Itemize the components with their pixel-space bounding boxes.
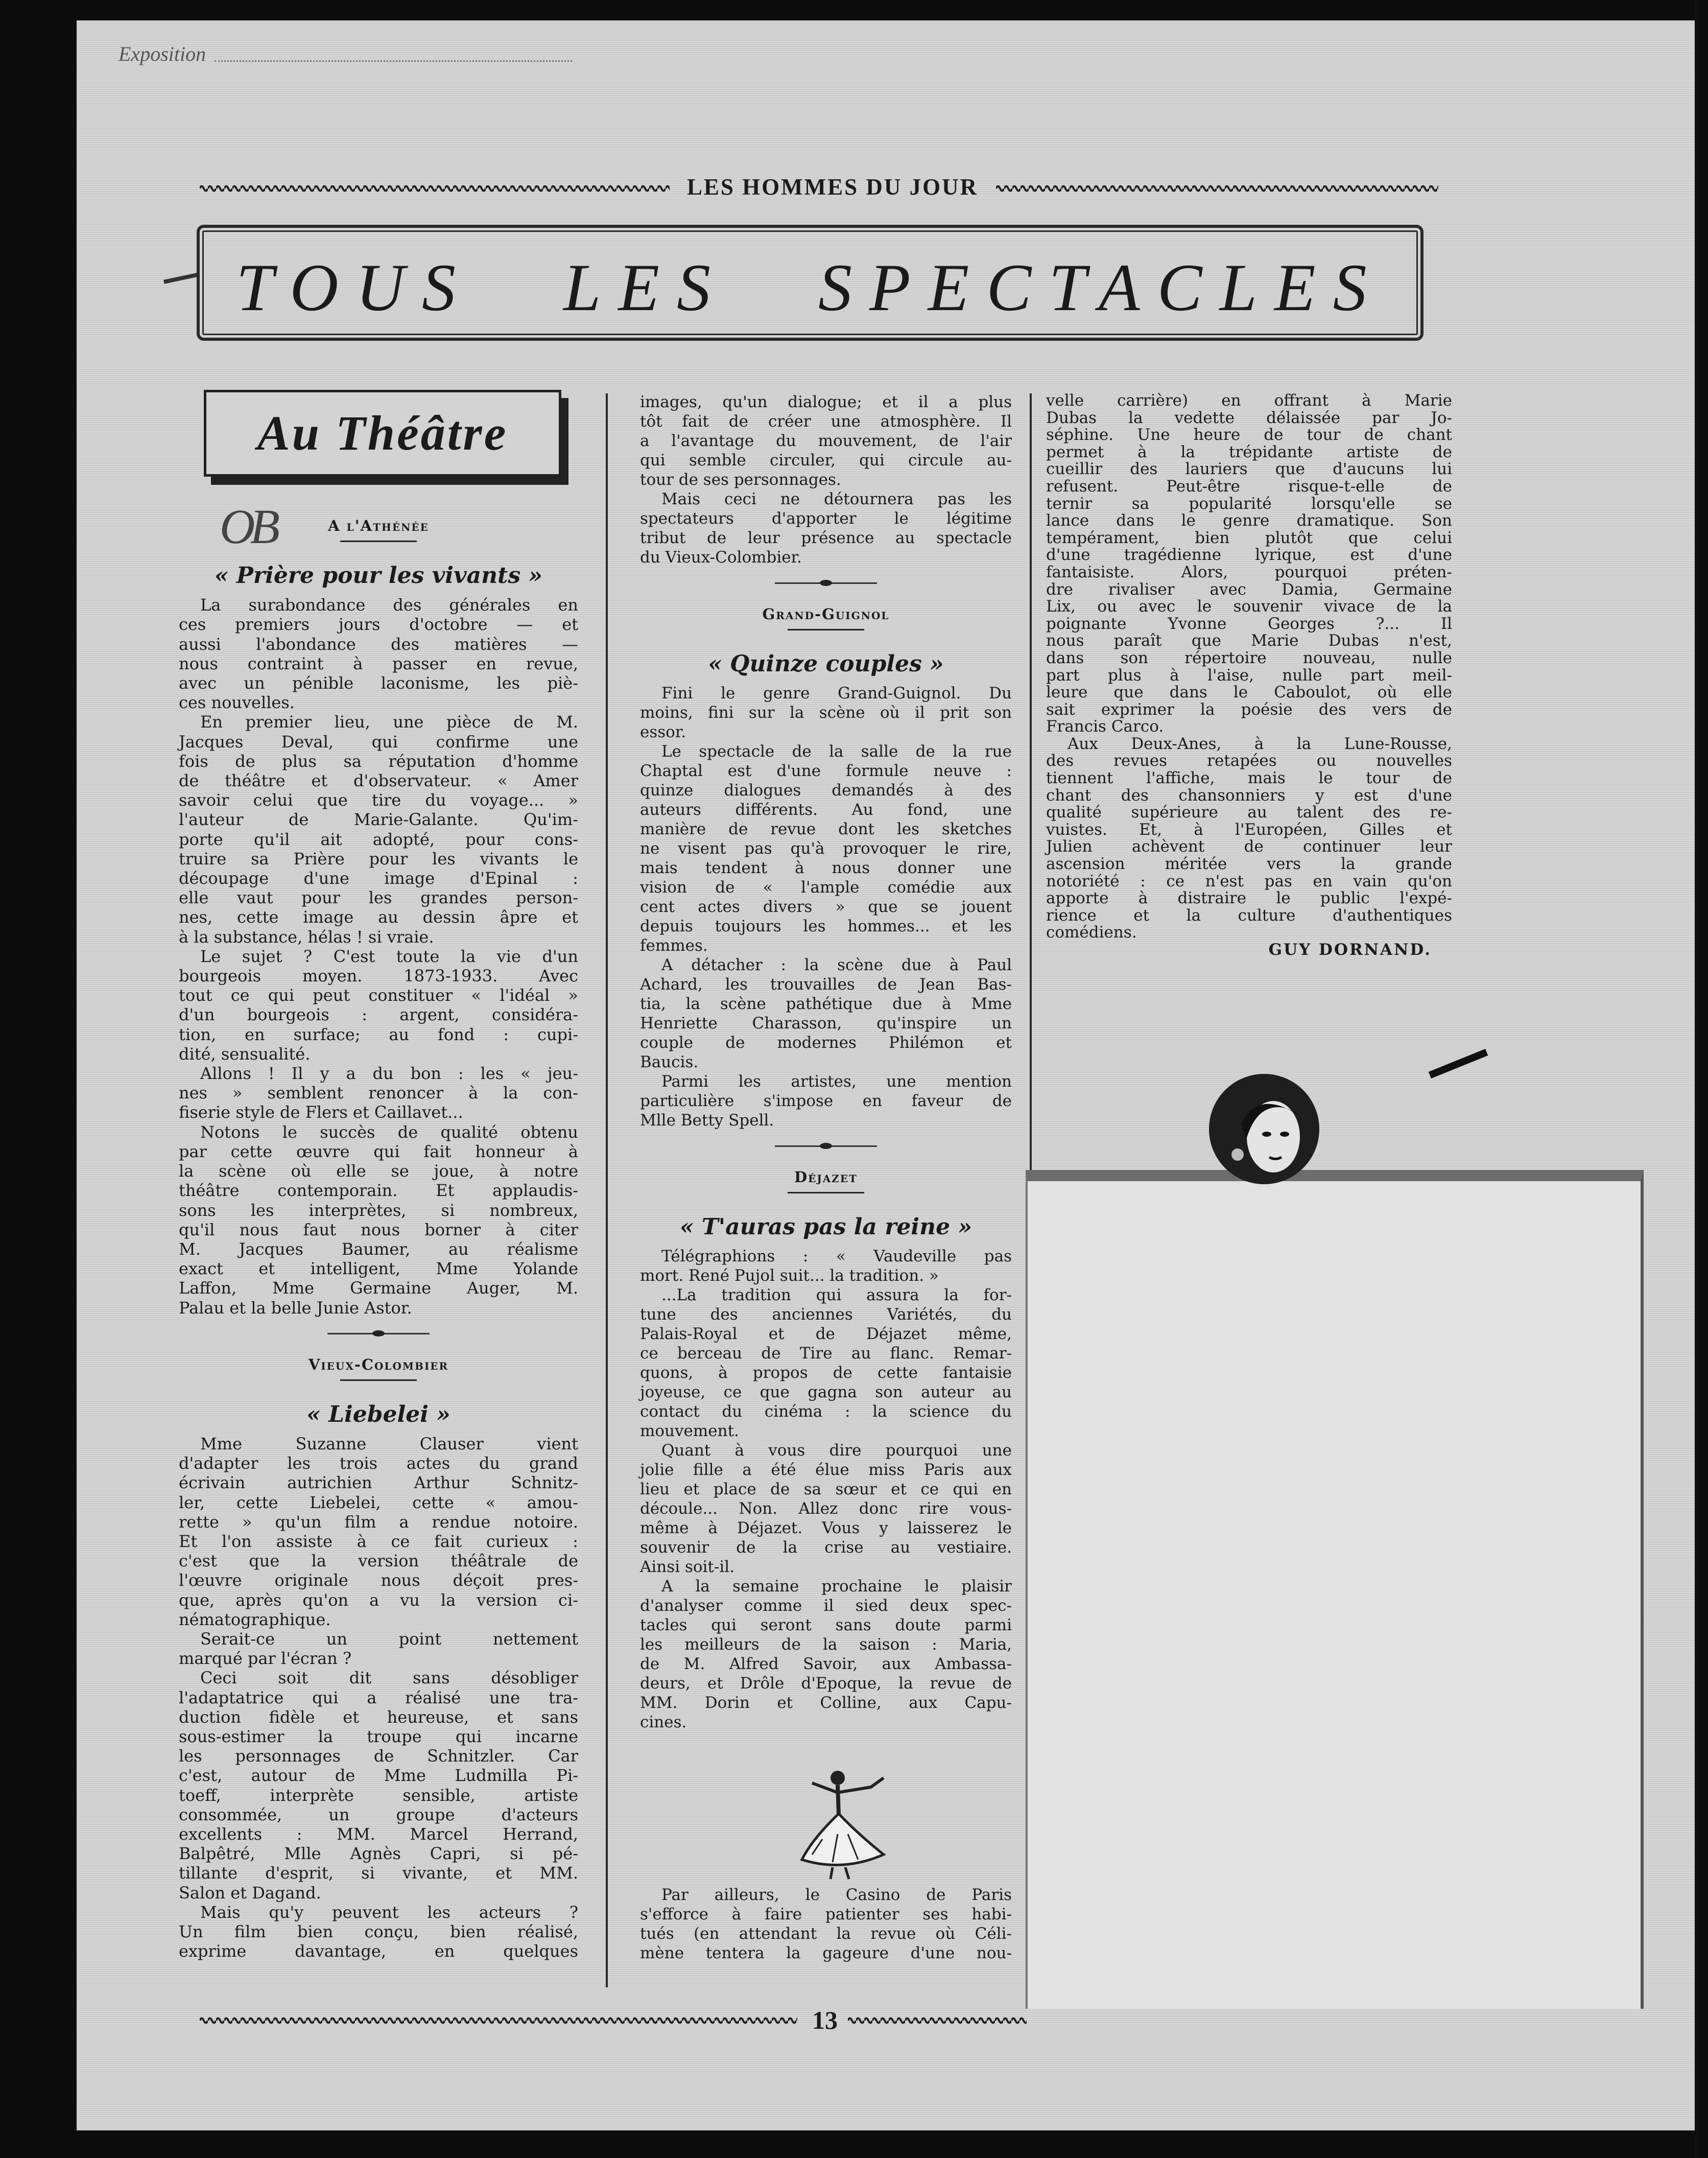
section-title-box (197, 225, 1424, 341)
paragraph (640, 1441, 1012, 1577)
paragraph (640, 489, 1012, 567)
text-line: sons les interprètes, si nombreux, (179, 1200, 578, 1220)
text-line: Baucis. (640, 1053, 699, 1071)
text-line: consommée, un groupe d'acteurs (179, 1804, 578, 1824)
text-line: théâtre contemporain. Et applaudis- (179, 1181, 578, 1201)
text-line: découpage d'une image d'Epinal : (179, 869, 578, 888)
text-line: Le spectacle de la salle de la rue (661, 742, 1012, 761)
paragraph (179, 1122, 578, 1318)
text-line: mort. René Pujol suit... la tradition. » (640, 1266, 939, 1285)
heading-rule (340, 1379, 417, 1381)
pasted-blank-panel (1026, 1170, 1644, 2009)
text-line: truire sa Prière pour les vivants le (179, 849, 578, 869)
text-line: vision de « l'ample comédie aux (640, 878, 1012, 897)
text-line: joyeuse, ce que gagna son auteur au (640, 1383, 1012, 1401)
text-line: tune des anciennes Variétés, du (640, 1305, 1012, 1324)
ornament-divider (775, 1145, 877, 1147)
text-line: ascension méritée vers la grande (1046, 855, 1452, 874)
text-line: tout ce qui peut constituer « l'idéal » (179, 986, 578, 1005)
text-line: couple de modernes Philémon et (640, 1034, 1012, 1052)
column-rule (1030, 393, 1032, 1175)
column-rule (606, 393, 608, 1987)
text-line: spectateurs d'apporter le légitime (640, 509, 1012, 528)
text-line: Allons ! Il y a du bon : les « jeu- (200, 1064, 578, 1084)
text-line: dans son répertoire nouveau, nulle (1046, 648, 1452, 667)
text-line: ler, cette Liebelei, cette « amou- (179, 1492, 578, 1512)
paragraph (179, 947, 578, 1064)
rubric-box (204, 390, 561, 477)
portrait-illustration-icon (1193, 1068, 1336, 1185)
text-line: d'adapter les trois actes du grand (179, 1453, 578, 1473)
text-line: lieu et place de sa sœur et ce qui en (640, 1480, 1012, 1498)
text-line: bourgeois moyen. 1873-1933. Avec (179, 966, 578, 986)
paragraph (640, 1577, 1012, 1732)
heading-rule (340, 541, 417, 542)
text-line: tempérament, bien plutôt que celui (1046, 528, 1452, 547)
paragraph (179, 1629, 578, 1668)
paragraph (640, 392, 1012, 489)
text-line: rience et la culture d'authentiques (1046, 906, 1452, 925)
text-line: Dubas la vedette délaissée par Jo- (1046, 408, 1452, 427)
text-line: jolie fille a été élue miss Paris aux (640, 1461, 1012, 1479)
text-line: nes, cette image au dessin âpre et (179, 907, 578, 927)
text-line: cent actes divers » que se jouent (640, 898, 1012, 916)
text-line: auteurs différents. Au fond, une (640, 801, 1012, 819)
text-line: avec un pénible laconisme, les piè- (179, 673, 578, 693)
text-line: Henriette Charasson, qu'inspire un (640, 1014, 1012, 1033)
text-line: comédiens. (1046, 923, 1137, 942)
rubric-title: Au Théâtre (257, 406, 508, 460)
heading-rule (788, 1192, 864, 1193)
text-line: Mais qu'y peuvent les acteurs ? (200, 1902, 578, 1922)
text-line: Fini le genre Grand-Guignol. Du (661, 684, 1012, 702)
play-title: « T'auras pas la reine » (680, 1214, 972, 1240)
text-line: Le sujet ? C'est toute la vie d'un (200, 946, 578, 966)
text-line: Laffon, Mme Germaine Auger, M. (179, 1278, 578, 1298)
ornament-divider (327, 1333, 430, 1334)
text-line: chant des chansonniers y est d'une (1046, 786, 1452, 805)
text-line: tôt fait de créer une atmosphère. Il (640, 412, 1012, 431)
paragraph (179, 595, 578, 712)
text-line: leure que dans le Caboulot, où elle (1046, 683, 1452, 702)
text-line: séphine. Une heure de tour de chant (1046, 426, 1452, 444)
text-line: s'efforce à faire patienter ses habi- (640, 1905, 1012, 1924)
text-line: Ainsi soit-il. (640, 1558, 735, 1576)
text-line: La surabondance des générales en (200, 595, 578, 615)
text-line: elle vaut pour les grandes person- (179, 888, 578, 908)
text-line: les meilleurs de la saison : Maria, (640, 1635, 1012, 1654)
text-line: MM. Dorin et Colline, aux Capu- (640, 1694, 1012, 1712)
text-line: manière de revue dont les sketches (640, 820, 1012, 838)
text-line: tillante d'esprit, si vivante, et MM. (179, 1863, 578, 1883)
text-line: cueillir des lauriers que d'aucuns lui (1046, 460, 1452, 479)
text-line: excellents : MM. Marcel Herrand, (179, 1824, 578, 1844)
text-line: ce berceau de Tire au flanc. Remar- (640, 1344, 1012, 1363)
play-title: « Prière pour les vivants » (215, 562, 542, 589)
author-signature: GUY DORNAND. (1268, 941, 1432, 959)
text-line: dre rivaliser avec Damia, Germaine (1046, 580, 1452, 599)
text-line: Mlle Betty Spell. (640, 1111, 774, 1130)
text-line: aussi l'abondance des matières — (179, 634, 578, 654)
text-line: fantaisiste. Alors, pourquoi préten- (1046, 562, 1452, 581)
text-line: mais tendent à nous donner une (640, 859, 1012, 877)
paragraph (640, 1885, 1012, 1963)
text-line: Par ailleurs, le Casino de Paris (661, 1886, 1012, 1904)
dancer-illustration-icon (781, 1763, 904, 1880)
text-line: d'un bourgeois : argent, considéra- (179, 1005, 578, 1025)
text-line: ne visent pas qu'à provoquer le rire, (640, 839, 1012, 858)
text-line: Quant à vous dire pourquoi une (661, 1441, 1012, 1460)
text-line: cines. (640, 1713, 687, 1731)
text-line: qui semble circuler, qui circule au- (640, 451, 1012, 470)
text-line: a l'avantage du mouvement, de l'air (640, 432, 1012, 450)
text-line: vuistes. Et, à l'Européen, Gilles et (1046, 820, 1452, 839)
text-line: tacles qui seront sans doute parmi (640, 1616, 1012, 1634)
text-line: Lix, ou avec le souvenir vivace de la (1046, 597, 1452, 616)
section-venue-heading: Grand-Guignol (762, 605, 890, 623)
text-line: A la semaine prochaine le plaisir (661, 1577, 1012, 1596)
text-line: du Vieux-Colombier. (640, 548, 802, 567)
section-title: TOUS LES SPECTACLES (236, 250, 1384, 325)
text-line: la scène où elle se joue, à notre (179, 1161, 578, 1181)
text-line: part plus à l'aise, nulle part meil- (1046, 666, 1452, 685)
text-line: M. Jacques Baumer, au réalisme (179, 1239, 578, 1259)
archive-stamp-label: Exposition (118, 42, 206, 65)
text-line: refusent. Peut-être risque-t-elle de (1046, 477, 1452, 496)
text-line: Serait-ce un point nettement (200, 1629, 578, 1649)
paragraph (179, 1064, 578, 1122)
text-line: poignante Yvonne Georges ?... Il (1046, 614, 1452, 633)
paragraph (640, 955, 1012, 1072)
text-line: ...La tradition qui assura la for- (661, 1286, 1012, 1304)
text-line: Mais ceci ne détournera pas les (661, 490, 1012, 508)
text-line: moins, fini sur la scène où il prit son (640, 703, 1012, 722)
text-line: fois de plus sa réputation d'homme (179, 751, 578, 771)
footer-rule-left (200, 2015, 797, 2026)
text-line: Un film bien conçu, bien réalisé, (179, 1922, 578, 1941)
text-line: Palais-Royal et de Déjazet même, (640, 1325, 1012, 1343)
footer-rule-right (848, 2015, 1027, 2026)
text-line: velle carrière) en offrant à Marie (1046, 391, 1452, 410)
masthead: LES HOMMES DU JOUR (686, 174, 979, 200)
text-line: Mme Suzanne Clauser vient (200, 1434, 578, 1453)
text-line: c'est, autour de Mme Ludmilla Pi- (179, 1766, 578, 1786)
text-line: l'œuvre originale nous déçoit pres- (179, 1570, 578, 1590)
text-line: images, qu'un dialogue; et il a plus (640, 393, 1012, 411)
paragraph (640, 742, 1012, 955)
text-line: permet à la trépidante artiste de (1046, 442, 1452, 461)
text-line: d'une tragédienne lyrique, est d'une (1046, 546, 1452, 565)
text-line: tia, la scène pathétique due à Mme (640, 995, 1012, 1013)
text-line: rette » qu'un film a rendue notoire. (179, 1512, 578, 1532)
text-line: Balpêtré, Mlle Agnès Capri, si pé- (179, 1844, 578, 1864)
text-line: dité, sensualité. (179, 1044, 311, 1064)
article-column-2 (640, 392, 1012, 1963)
handwritten-mark: OB (220, 499, 275, 554)
play-title: « Liebelei » (306, 1401, 450, 1427)
text-line: sous-estimer la troupe qui incarne (179, 1726, 578, 1746)
paragraph (1046, 392, 1452, 736)
text-line: par cette œuvre qui fait honneur à (179, 1141, 578, 1161)
ornament-divider (775, 582, 877, 584)
text-line: même à Déjazet. Vous y laisserez le (640, 1519, 1012, 1537)
text-line: découle... Non. Allez donc rire vous- (640, 1499, 1012, 1518)
scan-edge (1695, 0, 1698, 2158)
text-line: tiennent l'affiche, mais le tour de (1046, 769, 1452, 788)
text-line: nématographique. (179, 1609, 331, 1629)
text-line: c'est que la version théâtrale de (179, 1551, 578, 1571)
paragraph (1046, 736, 1452, 942)
heading-rule (788, 629, 864, 630)
text-line: particulière s'impose en faveur de (640, 1092, 1012, 1110)
text-line: tour de ses personnages. (640, 471, 841, 489)
text-line: nes » semblent renoncer à la con- (179, 1083, 578, 1103)
text-line: ces nouvelles. (179, 693, 295, 713)
page-number: 13 (812, 2006, 838, 2034)
text-line: l'adaptatrice qui a réalisé une tra- (179, 1687, 578, 1707)
text-line: que, après qu'on a vu la version ci- (179, 1590, 578, 1610)
text-line: deurs, et Drôle d'Epoque, la revue de (640, 1674, 1012, 1693)
text-line: sait exprimer la poésie des vers de (1046, 700, 1452, 719)
text-line: ternir sa popularité lorsqu'elle se (1046, 494, 1452, 513)
text-line: nous contraint à passer en revue, (179, 653, 578, 673)
text-line: qualité supérieure au talent des re- (1046, 803, 1452, 822)
text-line: Notons le succès de qualité obtenu (200, 1122, 578, 1142)
text-line: Palau et la belle Junie Astor. (179, 1298, 412, 1318)
text-line: tués (en attendant la revue où Céli- (640, 1925, 1012, 1943)
article-column-3 (1046, 392, 1452, 959)
text-line: Julien achèvent de continuer leur (1046, 837, 1452, 856)
paragraph (179, 1668, 578, 1902)
text-line: quinze dialogues demandés à des (640, 781, 1012, 800)
text-line: quons, à propos de cette fantaisie (640, 1364, 1012, 1382)
text-line: ces premiers jours d'octobre — et (179, 615, 578, 635)
text-line: les personnages de Schnitzler. Car (179, 1746, 578, 1766)
text-line: Chaptal est d'une formule neuve : (640, 762, 1012, 780)
masthead-rule-left (200, 183, 670, 194)
text-line: lance dans le genre dramatique. Son (1046, 511, 1452, 530)
text-line: Jacques Deval, qui confirme une (179, 732, 578, 752)
text-line: nous paraît que Marie Dubas n'est, (1046, 631, 1452, 650)
text-line: écrivain autrichien Arthur Schnitz- (179, 1473, 578, 1493)
text-line: En premier lieu, une pièce de M. (200, 712, 578, 732)
text-line: qu'il nous faut nous borner à citer (179, 1219, 578, 1239)
text-line: duction fidèle et heureuse, et sans (179, 1707, 578, 1727)
text-line: femmes. (640, 936, 708, 955)
section-venue-heading: Vieux-Colombier (308, 1355, 449, 1373)
text-line: exprime davantage, en quelques (179, 1941, 578, 1961)
text-line: Francis Carco. (1046, 717, 1164, 736)
text-line: contact du cinéma : la science du (640, 1402, 1012, 1421)
text-line: à la substance, hélas ! si vraie. (179, 927, 434, 947)
paragraph (179, 712, 578, 946)
text-line: porte qu'il ait adopté, pour cons- (179, 829, 578, 849)
text-line: l'auteur de Marie-Galante. Qu'im- (179, 810, 578, 830)
text-line: Aux Deux-Anes, à la Lune-Rousse, (1068, 734, 1452, 753)
text-line: souvenir de la crise au vestiaire. (640, 1538, 1012, 1557)
text-line: Parmi les artistes, une mention (661, 1072, 1012, 1091)
text-line: depuis toujours les hommes... et les (640, 917, 1012, 935)
paragraph (179, 1434, 578, 1629)
text-line: de M. Alfred Savoir, aux Ambassa- (640, 1655, 1012, 1673)
text-line: Achard, les trouvailles de Jean Bas- (640, 975, 1012, 994)
paragraph (179, 1903, 578, 1961)
text-line: d'analyser comme il sied deux spec- (640, 1597, 1012, 1615)
text-line: des revues retapées ou nouvelles (1046, 752, 1452, 770)
text-line: tion, en surface; au fond : cupi- (179, 1024, 578, 1044)
text-line: de théâtre et d'observateur. « Amer (179, 771, 578, 791)
article-column-1 (179, 511, 578, 1961)
text-line: mouvement. (640, 1422, 739, 1440)
masthead-rule-right (996, 183, 1438, 194)
section-venue-heading: Déjazet (794, 1168, 858, 1186)
paragraph (640, 1072, 1012, 1130)
text-line: A détacher : la scène due à Paul (661, 956, 1012, 974)
text-line: essor. (640, 723, 686, 741)
text-line: Télégraphions : « Vaudeville pas (661, 1247, 1012, 1265)
dotted-line (215, 60, 572, 62)
text-line: notoriété : ce n'est pas en vain qu'on (1046, 872, 1452, 890)
text-line: toeff, interprète sensible, artiste (179, 1785, 578, 1805)
section-venue-heading: A l'Athénée (328, 517, 429, 534)
paragraph (640, 1247, 1012, 1285)
text-line: exact et intelligent, Mme Yolande (179, 1259, 578, 1279)
play-title: « Quinze couples » (708, 651, 944, 677)
paragraph (640, 1285, 1012, 1441)
text-line: Salon et Dagand. (179, 1883, 321, 1903)
text-line: Ceci soit dit sans désobliger (200, 1668, 578, 1688)
paragraph (640, 684, 1012, 742)
text-line: marqué par l'écran ? (179, 1649, 352, 1669)
text-line: fiserie style de Flers et Caillavet... (179, 1103, 463, 1122)
text-line: savoir celui que tire du voyage... » (179, 790, 578, 810)
text-line: mène tentera la gageure d'une nou- (640, 1944, 1012, 1962)
text-line: tribut de leur présence au spectacle (640, 529, 1012, 547)
text-line: Et l'on assiste à ce fait curieux : (179, 1531, 578, 1551)
text-line: apporte à distraire le public l'expé- (1046, 889, 1452, 908)
